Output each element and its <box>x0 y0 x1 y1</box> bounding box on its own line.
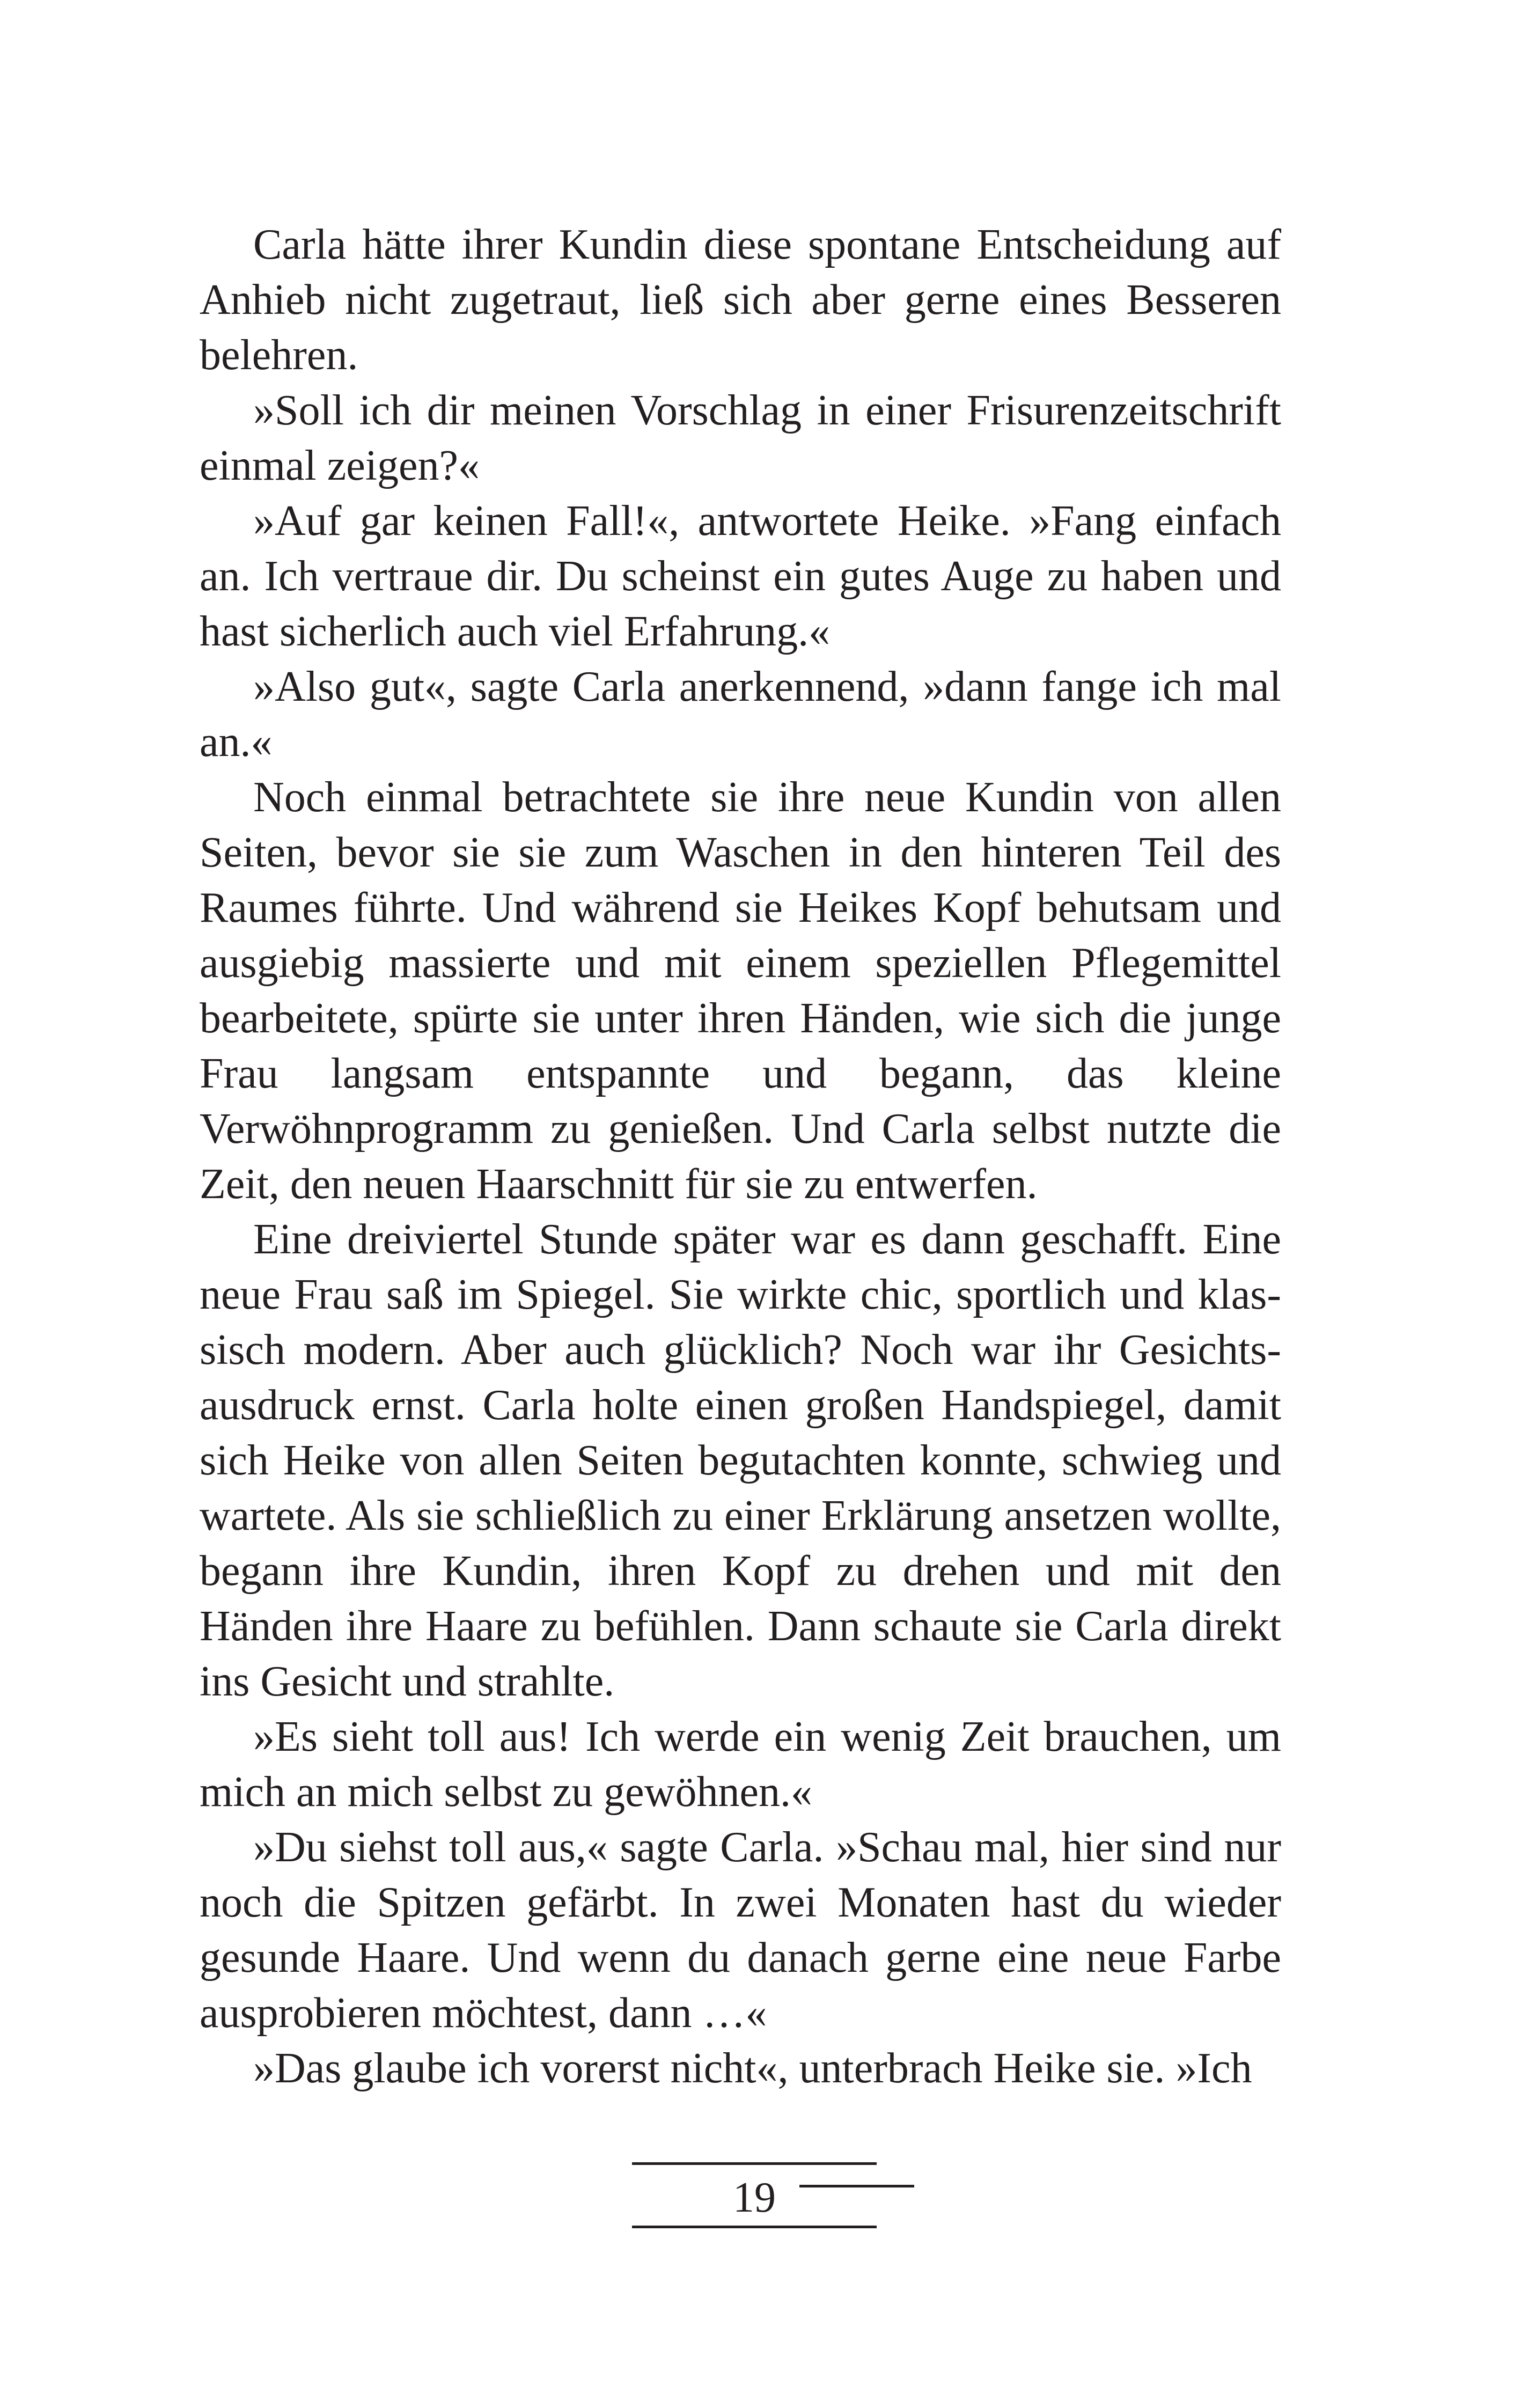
paragraph: Carla hätte ihrer Kundin diese spontane Entscheidung auf Anhieb nicht zugetraut, ließ sich aber gerne eines Besseren belehren. <box>200 221 1281 379</box>
paragraph: »Auf gar keinen Fall!«, antwortete Heike. »Fang einfach an. Ich vertraue dir. Du scheinst ein gutes Auge zu haben und hast sicherlich auch viel Erfahrung.« <box>200 497 1281 655</box>
footer-rule-top <box>632 2162 877 2165</box>
paragraph: Eine dreiviertel Stunde später war es dann geschafft. Eine neue Frau saß im Spiegel. Sie wirkte chic, sportlich und klassisch modern. Aber auch glücklich? Noch war ihr Gesichtsausdruck ernst. Carla holte einen großen Handspiegel, damit sich Heike von allen Seiten begutachten konnte, schwieg und wartete. Als sie schließlich zu einer Erklärung ansetzen wollte, begann ihre Kundin, ihren Kopf zu drehen und mit den Händen ihre Haare zu befühlen. Dann schaute sie Carla direkt ins Gesicht und strahlte. <box>200 1216 1281 1705</box>
page-footer <box>0 2162 1521 2237</box>
paragraph: »Es sieht toll aus! Ich werde ein wenig Zeit brauchen, um mich an mich selbst zu gewöhnen.« <box>200 1713 1281 1816</box>
paragraph: »Das glaube ich vorerst nicht«, unterbrach Heike sie. »Ich <box>253 2045 1252 2092</box>
footer-rule-bottom <box>632 2226 877 2228</box>
page-body <box>200 217 1281 2096</box>
paragraph: »Soll ich dir meinen Vorschlag in einer Frisurenzeitschrift einmal zeigen?« <box>200 387 1281 489</box>
page-number: 19 <box>733 2174 776 2221</box>
paragraph: Noch einmal betrachtete sie ihre neue Kundin von allen Seiten, bevor sie sie zum Waschen in den hinteren Teil des Raumes führte. Und während sie Heikes Kopf behutsam und ausgiebig massierte und mit einem speziellen Pflegemittel bearbeitete, spürte sie unter ihren Händen, wie sich die junge Frau langsam entspannte und begann, das kleine Verwöhnprogramm zu genießen. Und Carla selbst nutzte die Zeit, den neuen Haarschnitt für sie zu entwerfen. <box>200 774 1281 1208</box>
paragraph: »Du siehst toll aus,« sagte Carla. »Schau mal, hier sind nur noch die Spitzen gefärbt. In zwei Monaten hast du wieder gesunde Haare. Und wenn du danach gerne eine neue Farbe ausprobieren möchtest, dann …« <box>200 1824 1281 2037</box>
paragraph: »Also gut«, sagte Carla anerkennend, »dann fange ich mal an.« <box>200 663 1281 766</box>
